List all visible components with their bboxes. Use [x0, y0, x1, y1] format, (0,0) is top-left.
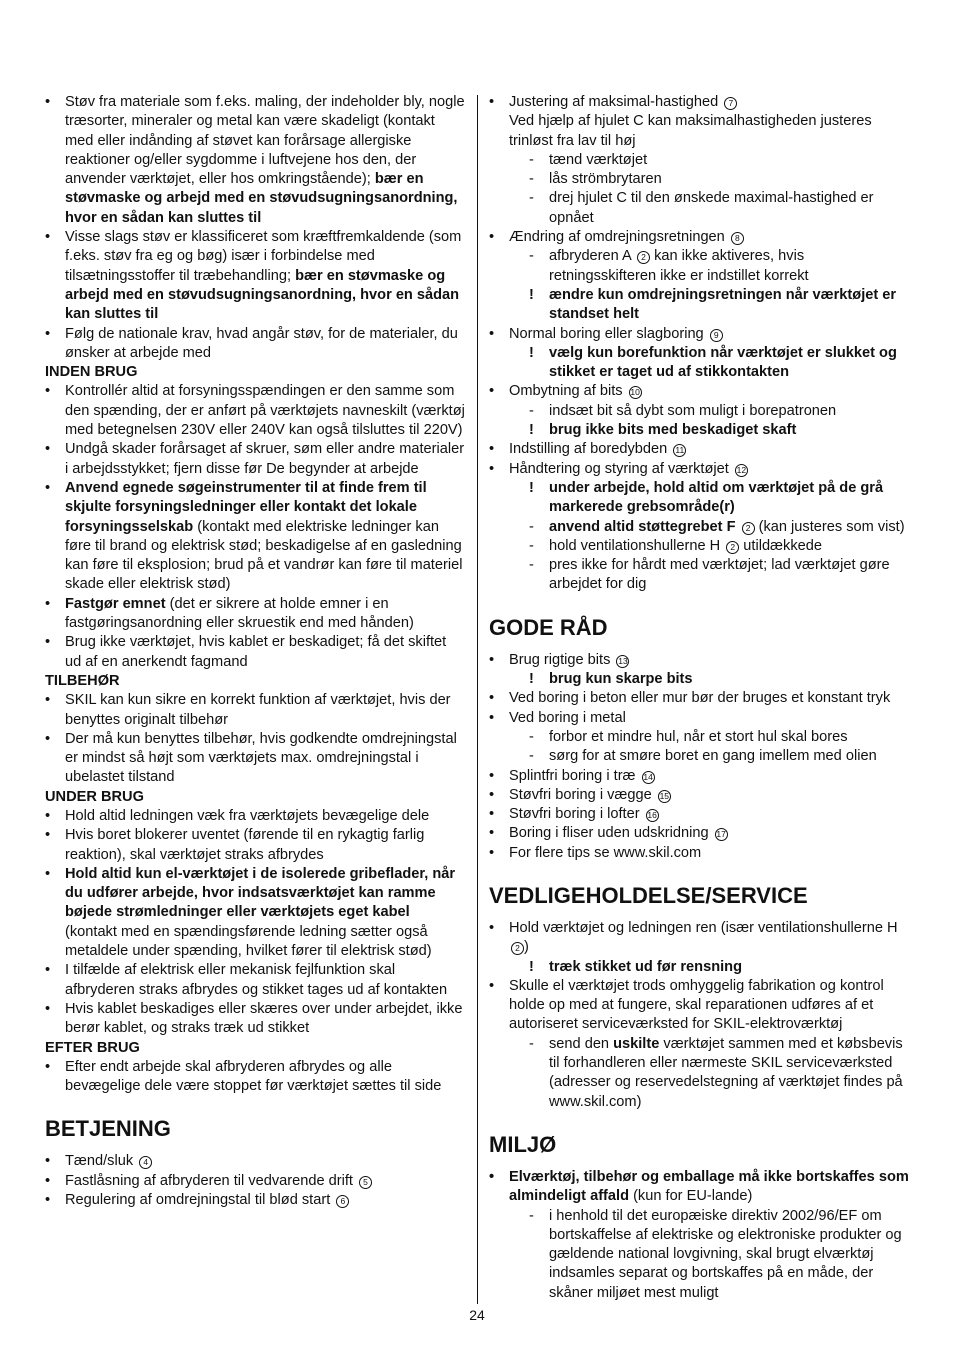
list-marker: - — [529, 248, 534, 265]
sub-list — [509, 958, 914, 977]
figure-reference-number: 12 — [736, 464, 747, 475]
sub-list-item — [529, 170, 914, 189]
list-marker: - — [529, 728, 534, 745]
sub-list — [509, 402, 914, 441]
list-marker: • — [489, 325, 495, 342]
sub-list-item — [529, 728, 914, 747]
item-text — [65, 228, 465, 324]
item-text — [509, 767, 914, 786]
body-text: Støvfri boring i vægge — [509, 786, 656, 803]
body-text: Boring i fliser uden udskridning — [509, 825, 713, 842]
body-text: Efter endt arbejde skal afbryderen afbrydes og alle bevægelige dele være stoppet før værktøjet sættes til side — [65, 1058, 442, 1095]
item-text — [549, 537, 914, 556]
item-text — [549, 556, 914, 595]
body-text: utildækkede — [739, 537, 822, 554]
figure-reference-number: 11 — [673, 444, 686, 457]
list-marker: • — [489, 441, 495, 458]
item-text — [549, 170, 914, 189]
list-item — [489, 93, 914, 228]
sub-list-item — [529, 537, 914, 556]
list-marker: • — [45, 325, 51, 342]
list-item — [45, 440, 465, 479]
bold-text: Anvend egnede søgeinstrumenter til at finde frem til skjulte forsyningsledninger eller kontakt det lokale forsyningsselskab — [65, 479, 427, 535]
bold-text: under arbejde, hold altid om værktøjet på de grå markerede grebsområde(r) — [549, 479, 884, 516]
item-text — [509, 844, 914, 863]
list-marker: • — [45, 1058, 51, 1075]
list-marker: • — [45, 1000, 51, 1017]
item-text — [65, 826, 465, 865]
item-text — [549, 670, 914, 689]
figure-reference-number: 17 — [716, 829, 726, 840]
item-text — [549, 344, 914, 383]
sub-list-item — [529, 479, 914, 518]
item-text — [549, 728, 914, 747]
item-text — [549, 1207, 914, 1303]
item-text — [65, 595, 465, 634]
section-heading: BETJENING — [45, 1116, 171, 1142]
item-text — [65, 440, 465, 479]
list-marker: • — [489, 767, 495, 784]
item-text — [509, 786, 914, 805]
sub-list — [509, 1035, 914, 1112]
body-text: ) — [524, 939, 529, 956]
list-item — [489, 382, 914, 440]
body-text: Der må kun benyttes tilbehør, hvis godkendte omdrejningstal er mindst så højt som værktøjets max. omdrejningstal i ubelastet tilstand — [65, 730, 457, 786]
list-marker: - — [529, 1035, 534, 1052]
list-marker: - — [529, 151, 534, 168]
list-item — [489, 1168, 914, 1303]
list-item — [489, 325, 914, 383]
list-marker: • — [45, 807, 51, 824]
list-marker: • — [45, 441, 51, 458]
list-item — [489, 844, 914, 863]
list-marker: ! — [529, 958, 534, 975]
list-item — [489, 977, 914, 1112]
sub-list-item — [529, 189, 914, 228]
sub-list — [509, 247, 914, 324]
item-text — [65, 1152, 465, 1171]
body-text: Tænd/sluk — [65, 1153, 138, 1170]
sub-list — [509, 728, 914, 767]
sub-list-item — [529, 344, 914, 383]
item-text — [549, 402, 914, 421]
body-text: Justering af maksimal-hastighed — [509, 94, 723, 110]
list-item — [45, 228, 465, 324]
left-column — [45, 93, 465, 1210]
list-item — [489, 689, 914, 708]
body-text: (det er sikrere at holde emner i en fastgøringsanordning eller skruestik end med hånden) — [65, 595, 414, 632]
sub-list-item — [529, 747, 914, 766]
body-text: Ombytning af bits — [509, 383, 627, 400]
list-item — [45, 826, 465, 865]
figure-reference-number: 6 — [336, 1195, 349, 1208]
item-text — [509, 824, 914, 843]
list-marker: • — [489, 844, 495, 861]
item-text — [65, 93, 465, 228]
figure-reference-number: 5 — [359, 1176, 372, 1189]
list-marker: • — [45, 1192, 51, 1209]
list-item — [489, 460, 914, 595]
body-text: Følg de nationale krav, hvad angår støv, for de materialer, du ønsker at arbejde med — [65, 325, 458, 361]
list-item — [45, 865, 465, 961]
figure-reference-number: 2 — [726, 541, 739, 554]
item-text — [65, 633, 465, 672]
list-item — [45, 1058, 465, 1097]
list-marker: • — [45, 1153, 51, 1170]
list-marker: • — [489, 1168, 495, 1185]
body-text: lås strömbrytaren — [549, 171, 662, 188]
list-marker: - — [529, 1207, 534, 1224]
body-text: Skulle el værktøjet trods omhyggelig fabrikation og kontrol holde op med at fungere, skal reparationen udføres af et autoriseret serviceværksted for SKIL-elektroværktøj — [509, 977, 884, 1033]
item-text — [509, 805, 914, 824]
list-item — [45, 633, 465, 672]
list-marker: - — [529, 557, 534, 574]
body-text: Ved boring i beton eller mur bør der bruges et konstant tryk — [509, 690, 891, 707]
list-marker: ! — [529, 344, 534, 361]
bold-text: træk stikket ud før rensning — [549, 958, 742, 975]
list-marker: • — [489, 229, 495, 246]
list-item — [489, 228, 914, 324]
body-text: Brug ikke værktøjet, hvis kablet er beskadiget; få det skiftet ud af en anerkendt fagmand — [65, 634, 447, 670]
figure-reference-number: 15 — [659, 790, 670, 801]
sub-list-item — [529, 518, 914, 537]
bold-text: Elværktøj, tilbehør og emballage må ikke bortskaffes som almindeligt affald — [509, 1168, 909, 1205]
list-marker: - — [529, 171, 534, 188]
list-item — [489, 440, 914, 459]
list-marker: ! — [529, 286, 534, 303]
list-marker: • — [489, 709, 495, 726]
body-text: Splintfri boring i træ — [509, 767, 640, 784]
item-text — [549, 151, 914, 170]
list-marker: • — [45, 865, 51, 882]
list-item — [45, 1000, 465, 1039]
body-text: Brug rigtige bits — [509, 651, 615, 668]
item-text — [549, 189, 914, 228]
list-item — [45, 807, 465, 826]
item-text — [549, 958, 914, 977]
body-text: Indstilling af boredybden — [509, 441, 672, 458]
item-text — [549, 421, 914, 440]
sub-list — [509, 151, 914, 228]
item-text — [549, 518, 914, 537]
list-marker: - — [529, 518, 534, 535]
body-text: Regulering af omdrejningstal til blød start — [65, 1192, 335, 1209]
list-marker: • — [489, 977, 495, 994]
bold-text: uskilte — [613, 1035, 660, 1052]
list-marker: • — [45, 730, 51, 747]
list-marker: • — [45, 827, 51, 844]
list-item — [45, 382, 465, 440]
body-text: indsæt bit så dybt som muligt i borepatronen — [549, 402, 837, 419]
item-text — [65, 1058, 465, 1097]
body-text: sørg for at smøre boret en gang imellem med olien — [549, 748, 877, 765]
body-text: (kontakt med en spændingsførende ledning sætter også metaldele under spænding, hvilket fører til elektrisk stød) — [65, 923, 432, 960]
item-text — [509, 228, 914, 247]
list-marker: • — [489, 383, 495, 400]
body-text: kan ikke aktiveres, hvis retningsskifteren ikke er indstillet korrekt — [549, 248, 809, 284]
sub-list-item — [529, 151, 914, 170]
body-text: Kontrollér altid at forsyningsspændingen er den samme som den spænding, der er anført på værktøjets navneskilt (værktøj med betegnelsen 230V eller 240V kan også tilsluttes til 220V) — [65, 383, 465, 439]
list-marker: - — [529, 402, 534, 419]
body-text: tænd værktøjet — [549, 151, 648, 168]
list-marker: • — [45, 692, 51, 709]
item-text — [509, 1168, 914, 1207]
body-text: Hold værktøjet og ledningen ren (især ventilationshullerne H — [509, 919, 898, 936]
bold-text: Fastgør emnet — [65, 595, 166, 612]
section-subheading: EFTER BRUG — [45, 1039, 140, 1056]
list-marker: • — [489, 651, 495, 668]
item-text — [549, 247, 914, 286]
sub-list — [509, 479, 914, 595]
list-marker: • — [45, 94, 51, 110]
figure-reference-number: 4 — [139, 1156, 152, 1169]
list-item — [45, 595, 465, 634]
column-divider — [477, 95, 478, 1304]
sub-list — [509, 670, 914, 689]
body-text: i henhold til det europæiske direktiv 2002/96/EF om bortskaffelse af elektriske og elektroniske produkter og gældende national lovgivning, skal brugt elværktøj indsamles separat og bortskaffes på en måde, der skåner miljøet mest muligt — [549, 1207, 902, 1301]
item-text — [65, 325, 465, 364]
list-marker: ! — [529, 422, 534, 439]
sub-list-item — [529, 1035, 914, 1112]
body-text: Støvfri boring i lofter — [509, 806, 644, 823]
right-column — [489, 93, 914, 1303]
list-marker: • — [45, 595, 51, 612]
list-item — [45, 1191, 465, 1210]
body-text: værktøjet sammen med et købsbevis til forhandleren eller nærmeste SKIL serviceværksted (adresser og reservedelstegning af værktøjet findes på www.skil.com) — [549, 1035, 903, 1110]
body-text: Håndtering og styring af værktøjet — [509, 460, 733, 477]
list-marker: • — [45, 229, 51, 246]
item-text — [549, 747, 914, 766]
item-text — [509, 382, 914, 401]
body-text: Ved hjælp af hjulet C kan maksimalhastigheden justeres trinløst fra lav til høj — [509, 113, 872, 149]
bold-text: anvend altid støttegrebet F — [549, 518, 736, 535]
list-marker: ! — [529, 671, 534, 688]
figure-reference-number: 7 — [724, 97, 737, 110]
body-text: (kan justeres som vist) — [754, 518, 905, 535]
body-text: Ændring af omdrejningsretningen — [509, 229, 729, 246]
list-item — [489, 919, 914, 977]
figure-reference-number: 13 — [618, 655, 628, 666]
list-item — [489, 824, 914, 843]
item-text — [65, 691, 465, 730]
item-text — [65, 865, 465, 961]
item-text — [549, 1035, 914, 1112]
page-number: 24 — [469, 1307, 485, 1323]
bold-text: bær en støvmaske og arbejd med en støvudsugningsanordning, hvor en sådan kan sluttes til — [65, 171, 458, 226]
list-item — [45, 93, 465, 228]
bold-text: brug kun skarpe bits — [549, 671, 693, 688]
bold-text: bær en støvmaske og arbejd med en støvudsugningsanordning, hvor en sådan kan sluttes til — [65, 267, 460, 323]
bold-text: vælg kun borefunktion når værktøjet er slukket og stikket er taget ud af stikkontakten — [549, 344, 897, 381]
body-text: Hold altid ledningen væk fra værktøjets bevægelige dele — [65, 807, 430, 824]
list-marker: • — [489, 94, 495, 110]
item-text — [65, 961, 465, 1000]
sub-list-item — [529, 286, 914, 325]
list-item — [489, 786, 914, 805]
list-marker: ! — [529, 479, 534, 496]
sub-list — [509, 1207, 914, 1303]
figure-reference-number: 14 — [643, 771, 653, 782]
sub-list-item — [529, 958, 914, 977]
body-text: Fastlåsning af afbryderen til vedvarende drift — [65, 1172, 358, 1189]
section-subheading: TILBEHØR — [45, 672, 120, 689]
item-text — [509, 709, 914, 728]
body-text: Hvis boret blokerer uventet (førende til en rykagtig farlig reaktion), skal værktøjet straks afbrydes — [65, 827, 425, 863]
list-marker: • — [489, 460, 495, 477]
section-subheading: INDEN BRUG — [45, 364, 138, 381]
body-text: forbor et mindre hul, når et stort hul skal bores — [549, 728, 848, 745]
item-text — [65, 479, 465, 595]
sub-list-item — [529, 670, 914, 689]
item-text — [65, 382, 465, 440]
sub-list-item — [529, 402, 914, 421]
list-marker: • — [45, 1172, 51, 1189]
list-item — [45, 691, 465, 730]
bold-text: Hold altid kun el-værktøjet i de isolerede gribeflader, når du udfører arbejde, hvor indsatsværktøjet kan ramme bøjede strømledninger eller værktøjets eget kabel — [65, 865, 456, 921]
item-text — [509, 689, 914, 708]
list-marker: • — [489, 786, 495, 803]
sub-list — [509, 344, 914, 383]
list-item — [45, 1152, 465, 1171]
body-text: SKIL kan kun sikre en korrekt funktion af værktøjet, hvis der benyttes originalt tilbehør — [65, 692, 451, 728]
section-heading: VEDLIGEHOLDELSE/SERVICE — [489, 882, 808, 908]
list-marker: • — [45, 634, 51, 651]
list-marker: • — [489, 806, 495, 823]
item-text — [65, 730, 465, 788]
list-marker: • — [45, 383, 51, 400]
figure-reference-number: 2 — [511, 942, 524, 955]
list-marker: - — [529, 537, 534, 554]
item-text — [65, 1191, 465, 1210]
list-item — [489, 805, 914, 824]
body-text: (kun for EU-lande) — [629, 1188, 753, 1205]
item-text — [509, 651, 914, 670]
sub-list-item — [529, 247, 914, 286]
body-text: Ved boring i metal — [509, 709, 626, 726]
section-subheading: UNDER BRUG — [45, 788, 144, 805]
body-text: afbryderen A — [549, 248, 636, 265]
list-item — [489, 767, 914, 786]
list-marker: • — [45, 962, 51, 979]
item-text — [65, 1000, 465, 1039]
list-item — [45, 325, 465, 364]
body-text: pres ikke for hårdt med værktøjet; lad værktøjet gøre arbejdet for dig — [549, 557, 890, 593]
body-text: Hvis kablet beskadiges eller skæres over under arbejdet, ikke berør kablet, og straks træk ud stikket — [65, 1000, 463, 1037]
item-text — [509, 93, 914, 151]
figure-reference-number: 16 — [647, 810, 657, 821]
bold-text: ændre kun omdrejningsretningen når værktøjet er standset helt — [549, 286, 897, 323]
body-text — [736, 519, 740, 535]
body-text: Normal boring eller slagboring — [509, 325, 708, 342]
body-text: drej hjulet C til den ønskede maximal-hastighed er opnået — [549, 190, 874, 226]
body-text: Støv fra materiale som f.eks. maling, der indeholder bly, nogle træsorter, mineraler og metal kan være skadeligt (kontakt med eller indånding af støvet kan forårsage allergiske reaktioner og/eller sygdomme i luftvejene hos den, der anvender værktøjet, eller hos omkringstående); — [65, 94, 465, 188]
body-text: I tilfælde af elektrisk eller mekanisk fejlfunktion skal afbryderen straks afbrydes og stikket tages ud af kontakten — [65, 962, 448, 998]
item-text — [65, 1172, 465, 1191]
bold-text: brug ikke bits med beskadiget skaft — [549, 422, 797, 439]
body-text: Visse slags støv er klassificeret som kræftfremkaldende (som f.eks. støv fra eg og bøg) især i forbindelse med tilsætningsstoffer til træbehandling; — [65, 229, 462, 284]
item-text — [509, 977, 914, 1035]
list-item — [489, 651, 914, 690]
sub-list-item — [529, 556, 914, 595]
body-text: hold ventilationshullerne H — [549, 537, 725, 554]
figure-reference-number: 2 — [742, 522, 755, 535]
body-text: Undgå skader forårsaget af skruer, søm eller andre materialer i arbejdsstykket; fjern disse før De begynder at arbejde — [65, 441, 465, 477]
item-text — [549, 286, 914, 325]
body-text: send den — [549, 1035, 614, 1052]
item-text — [65, 807, 465, 826]
list-item — [489, 709, 914, 767]
body-text: For flere tips se www.skil.com — [509, 844, 702, 861]
section-heading: MILJØ — [489, 1131, 557, 1157]
list-marker: - — [529, 190, 534, 207]
item-text — [509, 325, 914, 344]
body-text: (kontakt med elektriske ledninger kan føre til brand og elektrisk stød; beskadigelse af en gasledning kan føre til eksplosion; brud på et vandrør kan føre til materiel skade eller elektrisk stød) — [65, 518, 463, 593]
sub-list-item — [529, 421, 914, 440]
list-marker: - — [529, 748, 534, 765]
figure-reference-number: 2 — [637, 251, 650, 264]
item-text — [549, 479, 914, 518]
list-marker: • — [45, 479, 51, 496]
list-marker: • — [489, 690, 495, 707]
list-item — [45, 1172, 465, 1191]
item-text — [509, 460, 914, 479]
sub-list-item — [529, 1207, 914, 1303]
list-item — [45, 479, 465, 595]
section-heading: GODE RÅD — [489, 614, 608, 640]
figure-reference-number: 10 — [630, 387, 640, 398]
list-item — [45, 961, 465, 1000]
list-marker: • — [489, 919, 495, 936]
list-item — [45, 730, 465, 788]
list-marker: • — [489, 825, 495, 842]
item-text — [509, 440, 914, 459]
item-text — [509, 919, 914, 958]
figure-reference-number: 9 — [710, 329, 723, 342]
figure-reference-number: 8 — [731, 232, 744, 245]
